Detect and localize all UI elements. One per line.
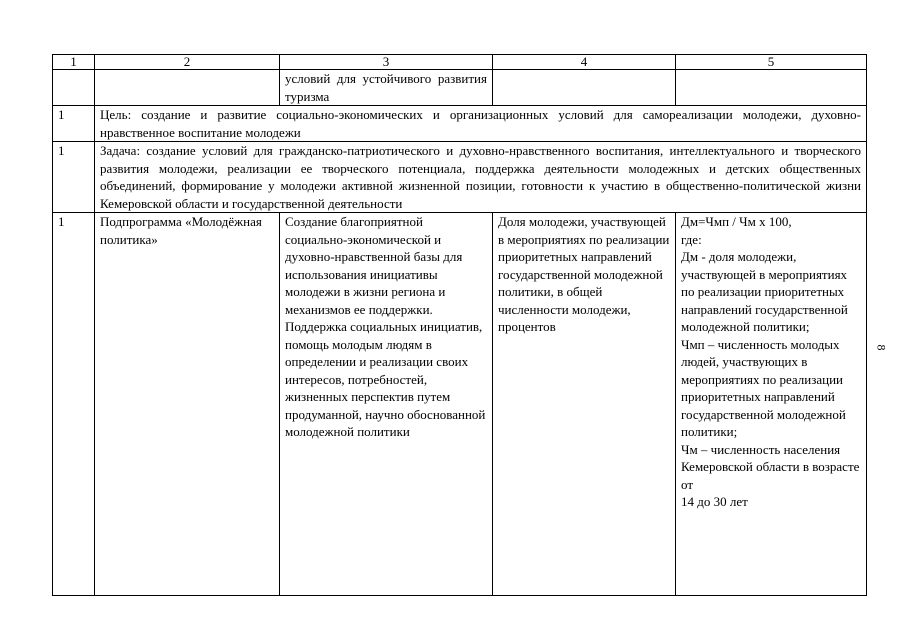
continuation-cell-1 [53, 70, 95, 106]
continuation-cell-3: условий для устойчивого развития туризма [280, 70, 493, 106]
continuation-cell-4 [493, 70, 676, 106]
task-number-cell: 1 [53, 142, 95, 213]
goal-number-cell: 1 [53, 106, 95, 142]
goal-text-cell: Цель: создание и развитие социально-экономических и организационных условий для самореализации молодежи, духовно-нравственное воспитание молодежи [95, 106, 867, 142]
program-name-cell: Подпрограмма «Молодёжная политика» [95, 213, 280, 596]
program-indicator-cell: Доля молодежи, участвующей в мероприятиях по реализации приоритетных направлений государственной молодежной политики, в общей численности молодежи, процентов [493, 213, 676, 596]
header-cell-3: 3 [280, 55, 493, 70]
continuation-cell-2 [95, 70, 280, 106]
program-number-cell: 1 [53, 213, 95, 596]
table-row-continuation [53, 70, 867, 106]
header-cell-2: 2 [95, 55, 280, 70]
task-text-cell: Задача: создание условий для гражданско-патриотического и духовно-нравственного воспитания, интеллектуального и творческого развития молодежи, реализации ее творческого потенциала, поддержка деятельности молодежных и детских общественных объединений, формирование у молодежи активной жизненной позиции, готовности к участию в общественно-политической жизни Кемеровской области и государственной деятельности [95, 142, 867, 213]
continuation-cell-5 [676, 70, 867, 106]
table-header-row [53, 55, 867, 70]
header-cell-1: 1 [53, 55, 95, 70]
indicators-table [52, 54, 867, 596]
header-cell-5: 5 [676, 55, 867, 70]
table-row-goal [53, 106, 867, 142]
header-cell-4: 4 [493, 55, 676, 70]
program-description-cell: Создание благоприятной социально-экономической и духовно-нравственной базы для использования инициативы молодежи в жизни региона и механизмов ее поддержки. Поддержка социальных инициатив, помощь молодым людям в определении и реализации своих интересов, потребностей, жизненных перспектив путем продуманной, научно обоснованной молодежной политики [280, 213, 493, 596]
page-number: 8 [874, 344, 889, 351]
program-formula-cell: Дм=Чмп / Чм х 100, где: Дм - доля молодежи, участвующей в мероприятиях по реализации приоритетных направлений государственной молодежной политики; Чмп – численность молодых людей, участвующих в мероприятиях по реализации приоритетных направлений государственной молодежной политики; Чм – численность населения Кемеровской области в возрасте от 14 до 30 лет [676, 213, 867, 596]
table-row-task [53, 142, 867, 213]
table-row-program [53, 213, 867, 596]
